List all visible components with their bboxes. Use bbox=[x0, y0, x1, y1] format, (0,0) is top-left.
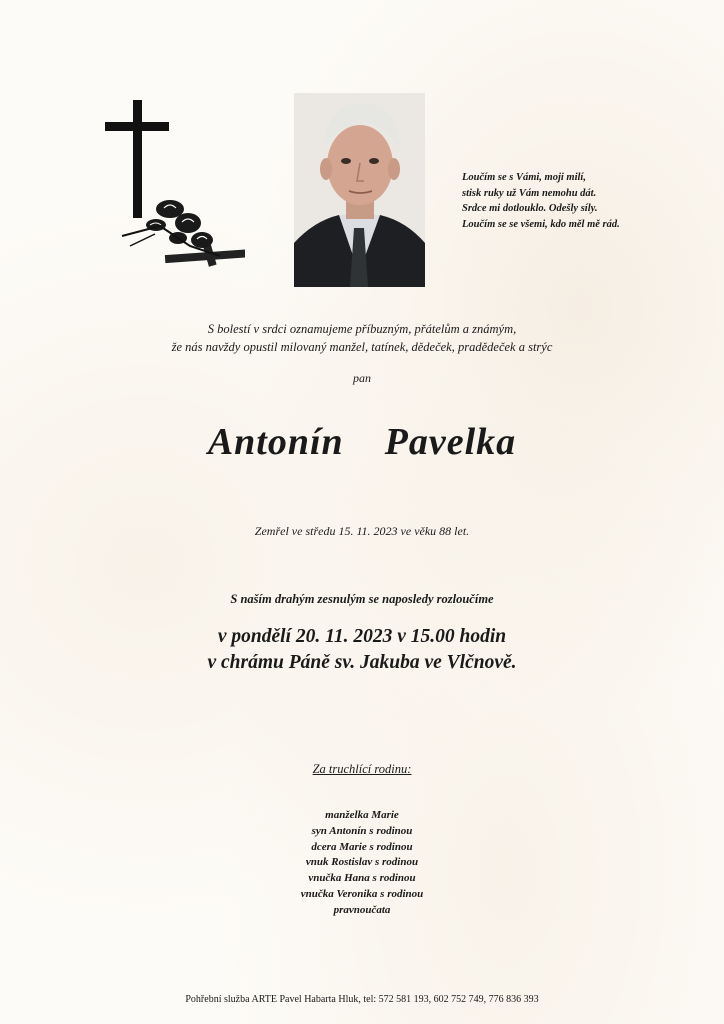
deceased-name: Antonín Pavelka bbox=[207, 421, 517, 463]
family-member: syn Antonín s rodinou bbox=[311, 824, 413, 837]
family-member: vnučka Hana s rodinou bbox=[308, 872, 416, 885]
portrait-photo bbox=[294, 93, 425, 287]
family-heading-text: Za truchlící rodinu: bbox=[312, 762, 412, 776]
intro-line-1: S bolestí v srdci oznamujeme příbuzným, přátelům a známým, bbox=[207, 322, 517, 336]
cross-with-roses-icon bbox=[100, 96, 245, 276]
funeral-service-footer: Pohřební služba ARTE Pavel Habarta Hluk, tel: 572 581 193, 602 752 749, 776 836 393 bbox=[185, 994, 539, 1005]
funeral-date: v pondělí 20. 11. 2023 v 15.00 hodin bbox=[217, 626, 507, 647]
poem-line: Loučím se se všemi, kdo měl mě rád. bbox=[462, 218, 620, 230]
family-member: dcera Marie s rodinou bbox=[311, 840, 413, 853]
funeral-place: v chrámu Páně sv. Jakuba ve Vlčnově. bbox=[207, 652, 517, 673]
family-member: vnuk Rostislav s rodinou bbox=[305, 856, 419, 869]
title-word: pan bbox=[353, 371, 371, 385]
death-info: Zemřel ve středu 15. 11. 2023 ve věku 88 let. bbox=[254, 524, 470, 538]
family-list bbox=[0, 808, 724, 919]
poem-line: Loučím se s Vámi, moji milí, bbox=[462, 172, 586, 183]
farewell-line: S naším drahým zesnulým se naposledy rozloučíme bbox=[230, 592, 494, 606]
farewell-poem bbox=[462, 170, 712, 232]
family-member: manželka Marie bbox=[325, 809, 399, 821]
poem-line: stisk ruky už Vám nemohu dát. bbox=[462, 187, 597, 199]
intro-line-2: že nás navždy opustil milovaný manžel, tatínek, dědeček, pradědeček a strýc bbox=[171, 339, 553, 354]
family-member: vnučka Veronika s rodinou bbox=[300, 887, 424, 900]
poem-line: Srdce mi dotlouklo. Odešly síly. bbox=[462, 203, 598, 214]
announcement-intro bbox=[0, 321, 724, 356]
family-heading bbox=[0, 762, 724, 777]
family-member: pravnoučata bbox=[333, 903, 391, 916]
